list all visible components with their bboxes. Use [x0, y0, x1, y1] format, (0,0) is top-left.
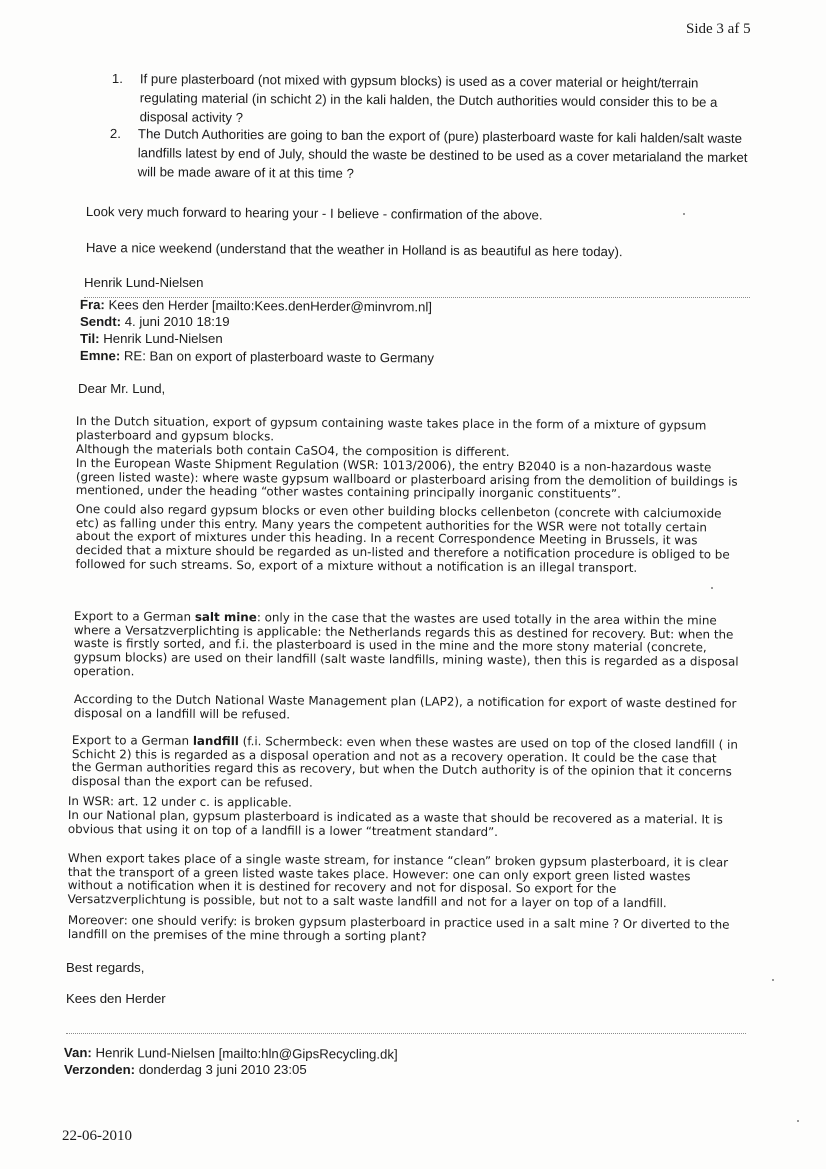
paragraph-text: (f.i. Schermbeck: even when these wastes are used on top of the closed landfill ( in Schicht 2) this is regarded as a disposal operation and not as a recovery operation. It could be the case that the German authorities regard this as recovery, but when the Dutch authority is of the opinion that it concerns disposal than the export can be refused. — [71, 734, 738, 790]
paragraph: In the Dutch situation, export of gypsum containing waste takes place in the form of a mixture of gypsum plasterboard and gypsum blocks. — [75, 414, 707, 444]
sent-value: donderdag 3 juni 2010 23:05 — [138, 1062, 307, 1077]
to-value: Henrik Lund-Nielsen — [103, 331, 223, 346]
paragraph-text: Export to a German — [73, 609, 195, 624]
scan-speck — [683, 213, 685, 215]
previous-email-from — [64, 1045, 398, 1062]
subject-label: Emne: — [79, 348, 121, 364]
email-sent — [80, 314, 230, 329]
email-from — [80, 297, 432, 314]
header-separator — [66, 1033, 746, 1034]
list-item — [112, 69, 762, 132]
paragraph-text: Export to a German — [71, 733, 193, 748]
subject-value: RE: Ban on export of plasterboard waste to Germany — [123, 348, 435, 366]
from-label: Van: — [63, 1045, 92, 1061]
paragraph — [74, 610, 742, 683]
list-item-text: If pure plasterboard (not mixed with gypsum blocks) is used as a cover material or height/terrain regulating material (in schicht 2) in the kali halden, the Dutch authorities would consider this to be a disposal activity ? — [139, 71, 718, 126]
paragraph: In WSR: art. 12 under c. is applicable. — [67, 794, 292, 810]
list-item-number: 1. — [111, 70, 123, 87]
page-number-label: Side 3 af 5 — [686, 21, 751, 37]
sender-name: Henrik Lund-Nielsen — [84, 275, 204, 290]
paragraph: In the European Waste Shipment Regulation (WSR: 1013/2006), the entry B2040 is a non-hazardous waste (green listed waste): where waste gypsum wallboard or plasterboard arising from the demolition of buildings is mentioned, under the heading “other wastes containing principally inorganic constituents”. — [75, 456, 738, 502]
list-item — [110, 124, 760, 187]
sent-label: Verzonden: — [64, 1062, 136, 1077]
greeting: Dear Mr. Lund, — [78, 381, 166, 396]
list-item-text: The Dutch Authorities are going to ban the export of (pure) plasterboard waste for kali halden/salt waste landfills latest by end of July, should the waste be destined to be used as a cover metarialand the market will be made aware of it at this time ? — [137, 126, 748, 181]
list-item-number: 2. — [109, 125, 121, 142]
to-label: Til: — [80, 331, 100, 346]
paragraph: When export takes place of a single waste stream, for instance “clean” broken gypsum plasterboard, it is clear that the transport of a green listed waste takes place. However: one can only export green listed wastes without a notification when it is destined for recovery and not for disposal. So export for the Versatzverplichtung is possible, but not to a salt waste landfill and not for a layer on top of a landfill. — [67, 851, 729, 911]
from-label: Fra: — [79, 297, 105, 313]
email-to — [80, 331, 223, 346]
from-value: Kees den Herder [mailto:Kees.denHerder@minvrom.nl] — [108, 297, 433, 315]
paragraph: Moreover: one should verify: is broken gypsum plasterboard in practice used in a salt mine ? Or diverted to the landfill on the premises of the mine through a sorting plant? — [67, 913, 730, 944]
closing-line: Look very much forward to hearing your - I believe - confirmation of the above. — [85, 204, 543, 223]
emphasis-landfill: landfill — [192, 733, 239, 749]
paragraph: According to the Dutch National Waste Management plan (LAP2), a notification for export of waste destined for disposal on a landfill will be refused. — [73, 692, 737, 722]
paragraph: Although the materials both contain CaSO4, the composition is different. — [75, 442, 510, 460]
paragraph-text: : only in the case that the wastes are used totally in the area within the mine where a Versatzverplichting is applicable: the Netherlands regards this as destined for recovery. But: when the waste is firstly sorted, and f.i. the plasterboard is used in the mine and the more stony material (concrete, gypsum blocks) are used on their landfill (salt waste landfills, mining waste), then this is regarded as a disposal operation. — [73, 610, 739, 679]
sent-value: 4. juni 2010 18:19 — [124, 314, 230, 329]
paragraph: One could also regard gypsum blocks or even other building blocks cellenbeton (concrete with calciumoxide etc) as falling under this entry. Many years the competent authorities for the WSR were not totally certain about the export of mixtures under this heading. In a recent Correspondence Meeting in Brussels, it was decided that a mixture should be regarded as un-listed and therefore a notification procedure is obliged to be followed for such streams. So, export of a mixture without a notification is an illegal transport. — [75, 502, 730, 575]
email-subject — [80, 348, 434, 365]
closing-line: Have a nice weekend (understand that the weather in Holland is as beautiful as here today). — [85, 240, 623, 260]
emphasis-salt-mine: salt mine — [194, 609, 257, 625]
paragraph: In our National plan, gypsum plasterboard is indicated as a waste that should be recovered as a material. It is obvious that using it on top of a landfill is a lower “treatment standard”. — [67, 808, 723, 839]
scan-speck — [797, 1120, 799, 1122]
paragraph — [72, 734, 740, 793]
scan-speck — [711, 587, 713, 589]
signature: Kees den Herder — [66, 991, 166, 1006]
previous-email-sent — [64, 1062, 307, 1077]
sent-label: Sendt: — [80, 314, 122, 329]
closing-regards: Best regards, — [66, 960, 145, 975]
footer-date: 22-06-2010 — [62, 1128, 132, 1144]
from-value: Henrik Lund-Nielsen [mailto:hln@GipsRecycling.dk] — [95, 1045, 398, 1062]
scan-speck — [772, 979, 774, 981]
